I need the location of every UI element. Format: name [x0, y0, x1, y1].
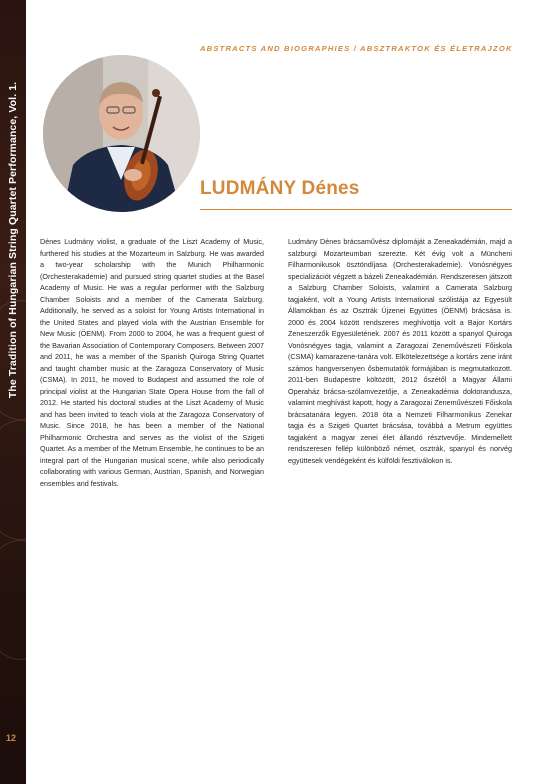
portrait-photo	[43, 55, 200, 212]
wood-grain-decoration	[0, 540, 26, 660]
book-title: The Tradition of Hungarian String Quartet Performance, Vol. 1.	[7, 81, 19, 399]
section-header: ABSTRACTS AND BIOGRAPHIES / ABSZTRAKTOK ÉS ÉLETRAJZOK	[200, 44, 513, 53]
page-number: 12	[6, 733, 17, 743]
name-divider	[200, 209, 512, 210]
biography-hungarian: Ludmány Dénes brácsaművész diplomáját a Zeneakadémián, majd a salzburgi Mozarteumban szerezte. Két évig volt a Müncheni Filharmonikusok ösztöndíjasa (Orchesterakademie). Vonósnégyes specializációt végzett a bázeli Zeneakadémián. Rendszeresen játszott a Salzburg Chamber Soloists, valamint a Camerata Salzburg tagjaként, volt a Young Artists International szólistája az Egyesült Államokban és az Osztrák Újzenei Együttes (ÖENM) brácsása is. 2000 és 2004 között rendszeres meghívottja volt a Bajor Kortárs Zeneszerzők Egyesületének. 2007 és 2011 között a spanyol Quiroga Vonósnégyes tagja, valamint a Zaragozai Zeneművészeti Főiskola (CSMA) kamarazene-tanára volt. Elkötelezettsége a kortárs zene iránt számos hangversenyen ősbemutatók formájában is megmutatkozott. 2011-ben Budapestre költözött, 2012 őszétől a Magyar Állami Operaház brácsa-szólamvezetője, a Zeneakadémia doktorandusza, valamint meghívást kapott, hogy a Zaragozai Zeneművészeti Főiskola brácsatanára legyen. 2018 óta a Nemzeti Filharmonikus Zenekar tagja és a Szigeti Quartet brácsása, továbbá a Metrum együttes tagjaként a magyar zenei élet állandó résztvevője. Mindemellett rendszeresen fellép különböző német, osztrák, spanyol és norvég együttesek vendégeként és külföldi fesztiválokon is.	[288, 237, 512, 465]
sidebar-strip	[0, 0, 26, 784]
person-name: LUDMÁNY Dénes	[200, 178, 360, 199]
portrait-illustration	[43, 55, 200, 212]
biography-english: Dénes Ludmány violist, a graduate of the Liszt Academy of Music, furthered his studies at the Mozarteum in Salzburg. He was awarded a two-year scholarship with the Munich Philharmonic (Orchesterakademie) and pursued string quartet studies at the Basel Academy of Music. He was a regular performer with the Salzburg Chamber Soloists and a member of the Camerata Salzburg. Additionally, he served as a soloist for Young Artists International in the United States and played viola with the Austrian Ensemble for New Music (ÖENM). From 2000 to 2004, he was a frequent guest of the Bavarian Association of Contemporary Composers. Between 2007 and 2011, he was a member of the Spanish Quiroga String Quartet and taught chamber music at the Zaragoza Conservatory of Music (CSMA). In 2011, he moved to Budapest and assumed the role of principal violist at the Hungarian State Opera House from the fall of 2012. He started his doctoral studies at the Liszt Academy of Music and has been invited to teach viola at the Zaragoza Conservatory of Music. Since 2018, he has been a member of the National Philharmonic Orchestra and serves as the violist of the Szigeti Quartet. As a member of the Metrum Ensemble, he continues to be an integral part of the Hungarian musical scene, while also periodically collaborating with various German, Austrian, Spanish, and Norwegian ensembles and festivals.	[40, 237, 264, 488]
wood-grain-decoration	[0, 420, 26, 540]
